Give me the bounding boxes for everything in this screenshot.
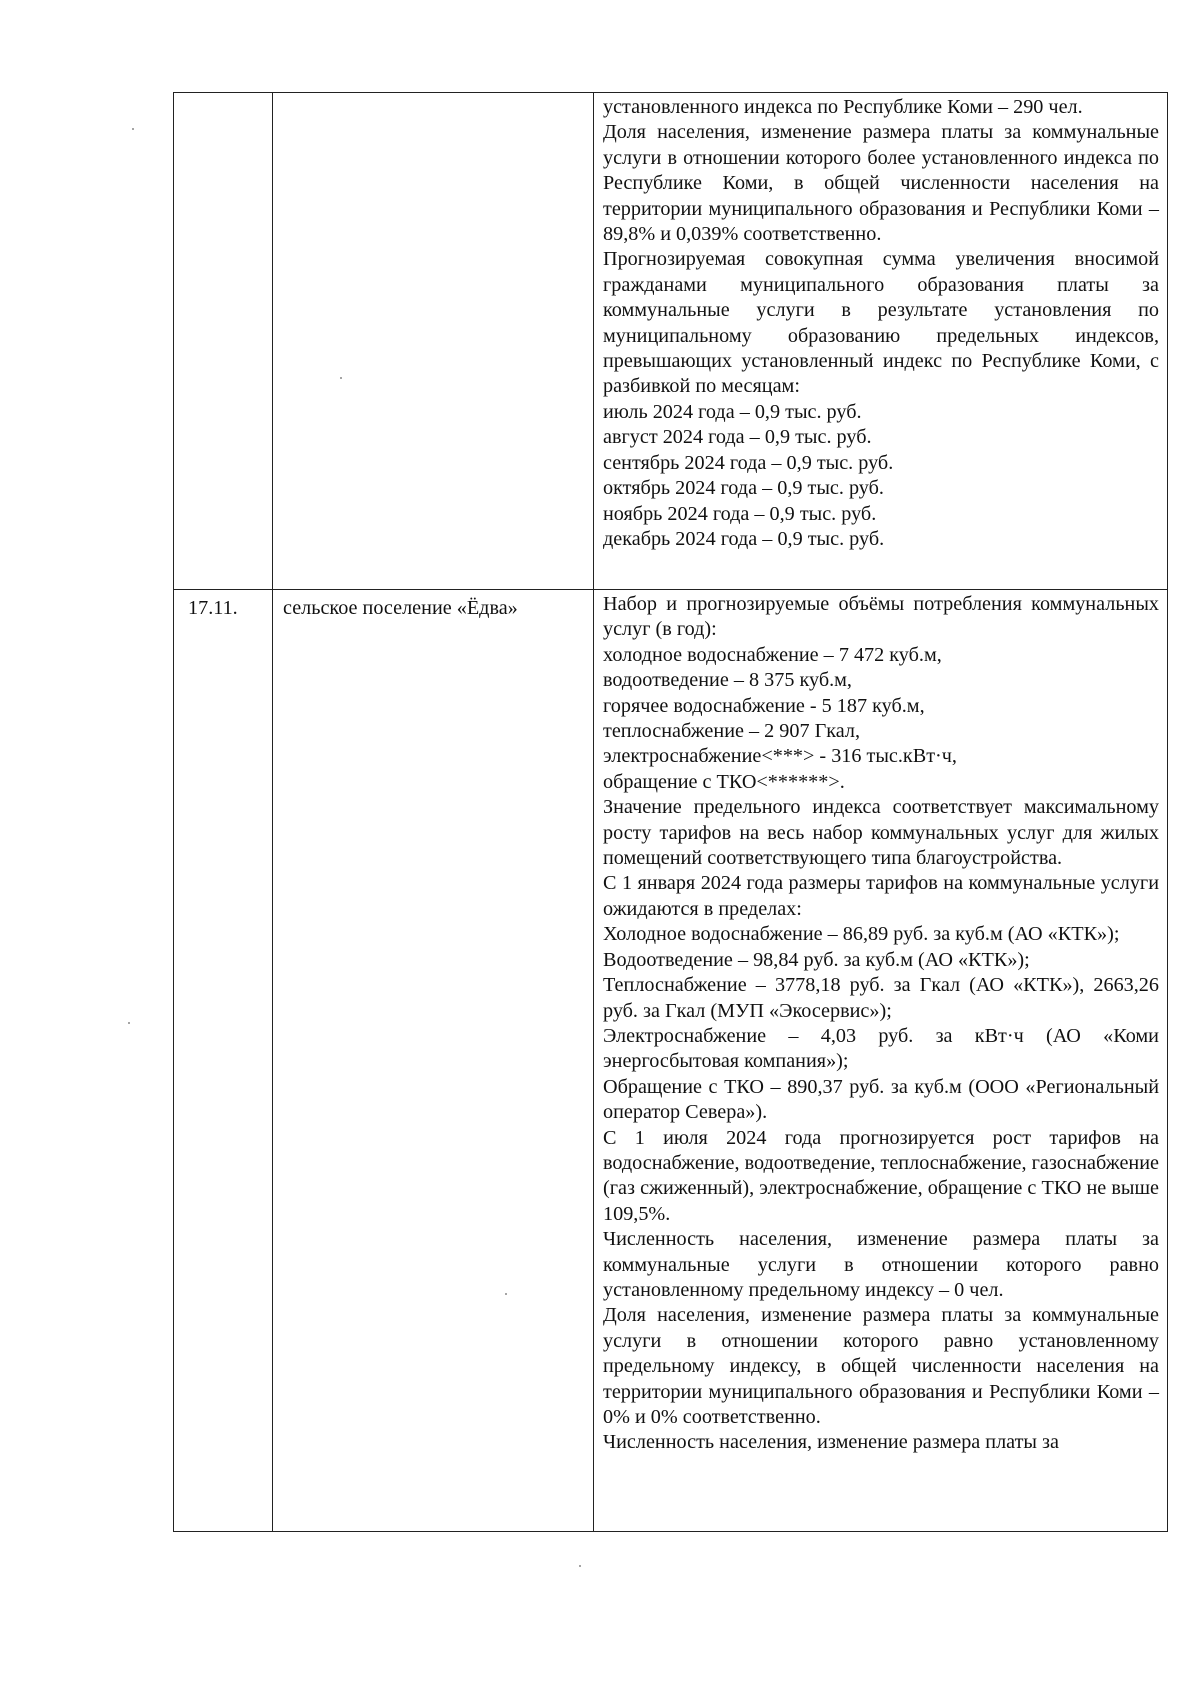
scan-speck <box>128 1022 130 1024</box>
row-number-cell <box>174 93 273 590</box>
description-line: установленного индекса по Республике Коми – 290 чел. <box>603 96 1083 118</box>
municipality-name: сельское поселение «Ёдва» <box>283 597 518 619</box>
description-paragraph: Доля населения, изменение размера платы за коммунальные услуги в отношении которого равно установленному предельному индексу, в общей численности населения на территории муниципального образования и Республики Коми – 0% и 0% соответственно. <box>603 1304 1159 1428</box>
description-paragraph: Обращение с ТКО – 890,37 руб. за куб.м (ООО «Региональный оператор Севера»). <box>603 1075 1159 1124</box>
description-line: горячее водоснабжение - 5 187 куб.м, <box>603 694 925 717</box>
table-body <box>174 93 1168 1532</box>
scan-speck <box>505 1293 507 1295</box>
description-paragraph: Холодное водоснабжение – 86,89 руб. за куб.м (АО «КТК»); <box>603 923 1120 946</box>
scan-speck <box>340 377 342 379</box>
municipality-name-cell <box>273 590 594 1532</box>
table-row <box>174 590 1168 1532</box>
description-line: электроснабжение<***> - 316 тыс.кВт·ч, <box>603 745 957 768</box>
description-line: водоотведение – 8 375 куб.м, <box>603 669 852 692</box>
description-paragraph: Значение предельного индекса соответствует максимальному росту тарифов на весь набор коммунальных услуг для жилых помещений соответствующего типа благоустройства. <box>603 796 1159 870</box>
description-cell <box>594 590 1168 1532</box>
description-paragraph: Численность населения, изменение размера платы за <box>603 1431 1059 1454</box>
description-paragraph: Доля населения, изменение размера платы за коммунальные услуги в отношении которого более установленного индекса по Республике Коми, в общей численности населения на территории муниципального образования и Республики Коми – 89,8% и 0,039% соответственно. <box>603 121 1159 246</box>
description-line: холодное водоснабжение – 7 472 куб.м, <box>603 643 942 666</box>
description-line: октябрь 2024 года – 0,9 тыс. руб. <box>603 477 884 500</box>
row-number-cell <box>174 590 273 1532</box>
description-line: теплоснабжение – 2 907 Гкал, <box>603 720 861 743</box>
description-line: обращение с ТКО<******>. <box>603 770 845 793</box>
row-number: 17.11. <box>188 597 238 619</box>
description-paragraph: Водоотведение – 98,84 руб. за куб.м (АО «КТК»); <box>603 948 1030 971</box>
description-paragraph: Прогнозируемая совокупная сумма увеличения вносимой гражданами муниципального образования платы за коммунальные услуги в результате установления по муниципальному образованию предельных индексов, превышающих установленный индекс по Республике Коми, с разбивкой по месяцам: <box>603 248 1159 398</box>
description-paragraph: Электроснабжение – 4,03 руб. за кВт·ч (АО «Коми энергосбытовая компания»); <box>603 1024 1159 1073</box>
description-paragraph: С 1 января 2024 года размеры тарифов на коммунальные услуги ожидаются в пределах: <box>603 872 1159 920</box>
municipality-name-cell <box>273 93 594 590</box>
description-line: август 2024 года – 0,9 тыс. руб. <box>603 426 872 449</box>
description-line: ноябрь 2024 года – 0,9 тыс. руб. <box>603 502 877 525</box>
scan-speck <box>132 128 134 130</box>
table-row <box>174 93 1168 590</box>
description-line: декабрь 2024 года – 0,9 тыс. руб. <box>603 527 885 550</box>
tariff-table <box>173 92 1168 1532</box>
description-cell <box>594 93 1168 590</box>
description-line: июль 2024 года – 0,9 тыс. руб. <box>603 400 862 423</box>
description-paragraph: Набор и прогнозируемые объёмы потребления коммунальных услуг (в год): <box>603 593 1159 641</box>
scan-speck <box>579 1565 581 1567</box>
description-paragraph: Численность населения, изменение размера платы за коммунальные услуги в отношении которого равно установленному предельному индексу – 0 чел. <box>603 1228 1159 1301</box>
description-paragraph: Теплоснабжение – 3778,18 руб. за Гкал (АО «КТК»), 2663,26 руб. за Гкал (МУП «Экосервис»); <box>603 974 1159 1022</box>
description-line: сентябрь 2024 года – 0,9 тыс. руб. <box>603 451 894 474</box>
description-paragraph: С 1 июля 2024 года прогнозируется рост тарифов на водоснабжение, водоотведение, теплоснабжение, газоснабжение (газ сжиженный), электроснабжение, обращение с ТКО не выше 109,5%. <box>603 1126 1159 1225</box>
